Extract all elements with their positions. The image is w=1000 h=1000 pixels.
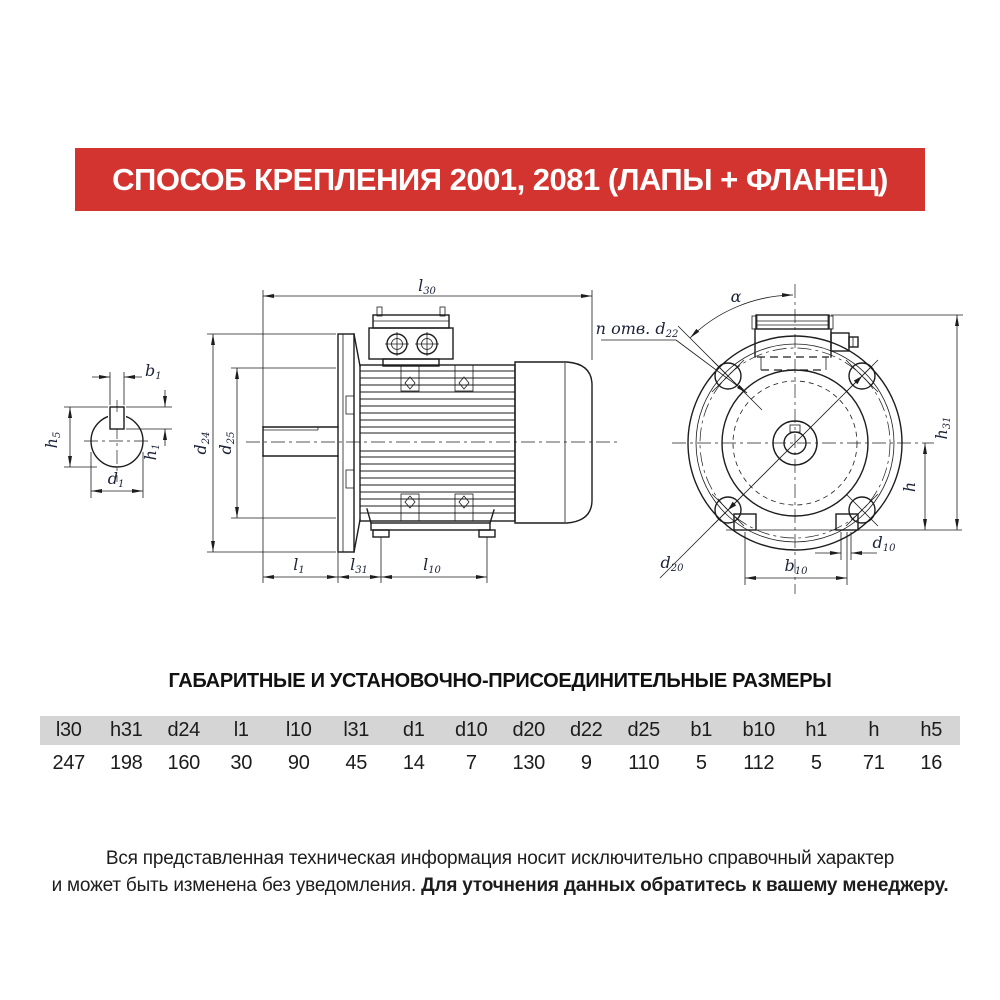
dim-label-d24: d24 bbox=[191, 431, 212, 455]
dim-label-h: h bbox=[900, 481, 919, 493]
table-header-cell: l30 bbox=[55, 719, 82, 741]
table-header-cell: h bbox=[868, 719, 880, 741]
table-value-cell: 5 bbox=[695, 751, 707, 774]
table-value-cell: 160 bbox=[167, 751, 200, 774]
table-value-cell: 130 bbox=[512, 751, 545, 774]
dim-label-b1: b1 bbox=[145, 361, 162, 382]
dim-label-d25: d25 bbox=[216, 431, 237, 455]
table-value-cell: 45 bbox=[345, 751, 368, 774]
disclaimer-line1: Вся представленная техническая информация носит исключительно справочный характер bbox=[105, 848, 895, 869]
dim-label-alpha: α bbox=[730, 287, 742, 306]
table-value-cell: 112 bbox=[743, 751, 775, 774]
table-header-cell: b10 bbox=[742, 719, 775, 741]
table-header-cell: l1 bbox=[233, 719, 249, 741]
table-header-cell: b1 bbox=[690, 719, 713, 741]
table-header-cell: d22 bbox=[570, 719, 603, 741]
dim-label-l31: l31 bbox=[350, 555, 368, 576]
page-title: СПОСОБ КРЕПЛЕНИЯ 2001, 2081 (ЛАПЫ + ФЛАНЕЦ) bbox=[112, 161, 888, 197]
table-header-cell: d25 bbox=[627, 719, 660, 741]
dim-label-d1: d1 bbox=[107, 469, 125, 490]
table-value-cell: 14 bbox=[402, 751, 425, 774]
dim-label-l1: l1 bbox=[293, 555, 305, 576]
dim-label-n-otv-d22: n отв. d22 bbox=[595, 319, 679, 340]
table-header-cell: d10 bbox=[455, 719, 488, 741]
table-header-cell: h31 bbox=[110, 719, 143, 741]
terminal-box-side bbox=[369, 307, 453, 366]
table-value-cell: 247 bbox=[52, 751, 85, 774]
motor-front-view bbox=[596, 284, 963, 594]
table-header-cell: l31 bbox=[343, 719, 370, 741]
section-heading: ГАБАРИТНЫЕ И УСТАНОВОЧНО-ПРИСОЕДИНИТЕЛЬНЫЕ РАЗМЕРЫ bbox=[168, 670, 832, 692]
table-values-row bbox=[40, 745, 960, 781]
disclaimer-line2-bold: Для уточнения данных обратитесь к вашему менеджеру. bbox=[421, 875, 949, 896]
table-value-cell: 16 bbox=[920, 751, 943, 774]
dim-label-h31: h31 bbox=[932, 416, 953, 440]
dim-label-h5: h5 bbox=[42, 431, 63, 449]
terminal-box-front bbox=[752, 315, 858, 370]
table-header-cell: d20 bbox=[512, 719, 545, 741]
table-header-cell: d1 bbox=[402, 719, 425, 741]
motor-side-view bbox=[191, 276, 618, 583]
table-value-cell: 198 bbox=[110, 751, 143, 774]
table-header-row bbox=[40, 716, 960, 745]
technical-drawing bbox=[20, 250, 980, 605]
shaft-section-view bbox=[42, 361, 172, 498]
table-value-cell: 9 bbox=[580, 751, 592, 774]
table-header-cell: l10 bbox=[285, 719, 312, 741]
dimensions-table bbox=[40, 716, 960, 781]
table-value-cell: 5 bbox=[810, 751, 822, 774]
table-header-cell: d24 bbox=[167, 719, 200, 741]
table-header-cell: h1 bbox=[805, 719, 828, 741]
dim-label-l30: l30 bbox=[418, 276, 436, 297]
disclaimer-line2 bbox=[0, 872, 1000, 899]
dim-label-l10: l10 bbox=[423, 555, 441, 576]
table-value-cell: 110 bbox=[628, 751, 660, 774]
table-header-cell: h5 bbox=[920, 719, 943, 741]
disclaimer bbox=[0, 845, 1000, 899]
dim-label-b10: b10 bbox=[784, 556, 808, 577]
table-value-cell: 71 bbox=[862, 751, 885, 774]
fan-cover bbox=[515, 362, 592, 523]
dim-label-h1: h1 bbox=[141, 443, 162, 461]
table-value-cell: 30 bbox=[230, 751, 253, 774]
rib-clamp-bolts bbox=[401, 365, 473, 521]
dim-label-d20: d20 bbox=[660, 553, 684, 574]
title-banner bbox=[75, 148, 925, 211]
table-value-cell: 90 bbox=[287, 751, 310, 774]
disclaimer-line2-normal: и может быть изменена без уведомления. bbox=[51, 875, 422, 896]
table-value-cell: 7 bbox=[465, 751, 477, 774]
dim-label-d10: d10 bbox=[872, 533, 896, 554]
